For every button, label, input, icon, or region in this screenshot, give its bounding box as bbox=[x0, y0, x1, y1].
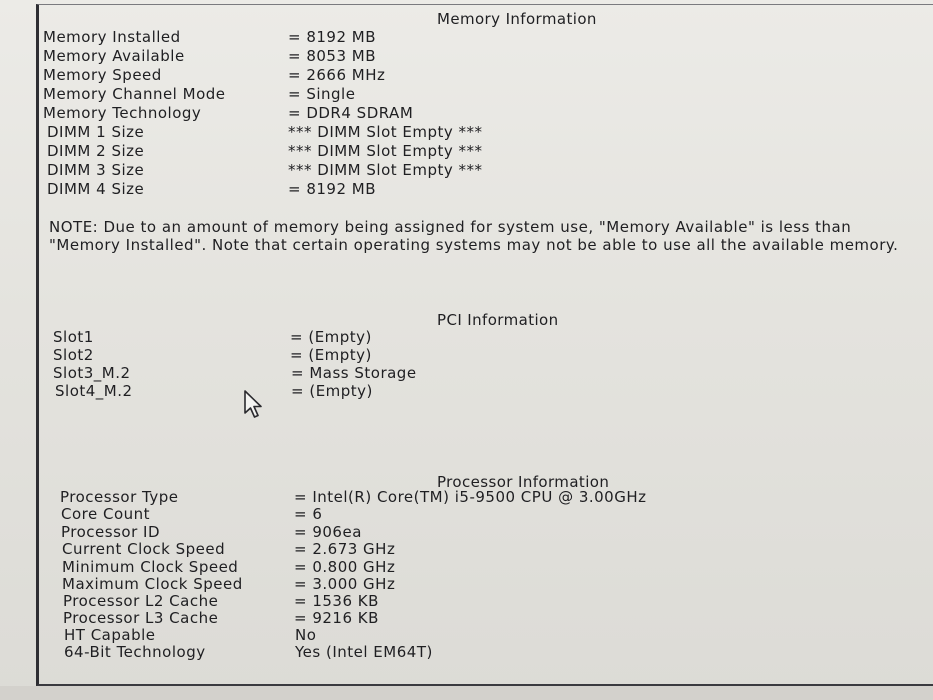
memory-row-label: Memory Technology bbox=[43, 104, 202, 122]
memory-row-label: DIMM 2 Size bbox=[47, 142, 145, 160]
pci-row-value: = (Empty) bbox=[291, 382, 373, 400]
pci-row-value: = (Empty) bbox=[290, 328, 372, 346]
memory-row-label: Memory Channel Mode bbox=[43, 85, 226, 103]
pci-row-label: Slot4_M.2 bbox=[55, 382, 133, 400]
pci-section-title: PCI Information bbox=[437, 311, 559, 329]
memory-row-value: = DDR4 SDRAM bbox=[288, 104, 414, 122]
processor-row-value: No bbox=[295, 626, 317, 644]
pci-row-label: Slot3_M.2 bbox=[53, 364, 131, 382]
processor-row-label: Processor L2 Cache bbox=[63, 592, 219, 610]
processor-row-label: Processor ID bbox=[61, 523, 160, 541]
processor-row-value: = 1536 KB bbox=[294, 592, 379, 610]
memory-row-value: = 8192 MB bbox=[288, 28, 377, 46]
pci-row-label: Slot2 bbox=[53, 346, 94, 364]
processor-row-label: 64-Bit Technology bbox=[64, 643, 206, 661]
memory-row-label: DIMM 3 Size bbox=[47, 161, 145, 179]
memory-row-label: DIMM 4 Size bbox=[47, 180, 145, 198]
memory-section-title: Memory Information bbox=[437, 10, 597, 28]
memory-row-value: *** DIMM Slot Empty *** bbox=[288, 142, 483, 160]
screen-bottom-edge bbox=[0, 686, 933, 700]
processor-row-value: = Intel(R) Core(TM) i5-9500 CPU @ 3.00GHz bbox=[294, 488, 647, 506]
pci-row-value: = Mass Storage bbox=[291, 364, 417, 382]
memory-row-value: *** DIMM Slot Empty *** bbox=[288, 161, 483, 179]
processor-row-label: Maximum Clock Speed bbox=[62, 575, 243, 593]
processor-row-label: HT Capable bbox=[64, 626, 156, 644]
processor-row-value: = 3.000 GHz bbox=[294, 575, 396, 593]
memory-note: NOTE: Due to an amount of memory being assigned for system use, "Memory Available" is less than "Memory Installed". Note that certain operating systems may not be able to use all the available memory. bbox=[49, 218, 899, 254]
pci-row-value: = (Empty) bbox=[290, 346, 372, 364]
memory-row-label: DIMM 1 Size bbox=[47, 123, 145, 141]
memory-row-value: *** DIMM Slot Empty *** bbox=[288, 123, 483, 141]
memory-row-value: = 8192 MB bbox=[288, 180, 377, 198]
processor-section-title: Processor Information bbox=[437, 473, 610, 491]
mouse-pointer-icon bbox=[243, 390, 265, 420]
processor-row-label: Processor Type bbox=[60, 488, 179, 506]
processor-row-label: Minimum Clock Speed bbox=[62, 558, 239, 576]
processor-row-value: = 0.800 GHz bbox=[294, 558, 396, 576]
processor-row-label: Processor L3 Cache bbox=[63, 609, 219, 627]
processor-row-value: = 6 bbox=[294, 505, 323, 523]
processor-row-value: Yes (Intel EM64T) bbox=[295, 643, 433, 661]
processor-row-value: = 2.673 GHz bbox=[294, 540, 396, 558]
processor-row-value: = 906ea bbox=[294, 523, 362, 541]
processor-row-label: Current Clock Speed bbox=[62, 540, 226, 558]
memory-row-value: = 8053 MB bbox=[288, 47, 377, 65]
memory-row-label: Memory Installed bbox=[43, 28, 181, 46]
pci-row-label: Slot1 bbox=[53, 328, 94, 346]
memory-row-label: Memory Available bbox=[43, 47, 185, 65]
processor-row-value: = 9216 KB bbox=[294, 609, 379, 627]
memory-row-value: = Single bbox=[288, 85, 356, 103]
memory-row-label: Memory Speed bbox=[43, 66, 162, 84]
memory-row-value: = 2666 MHz bbox=[288, 66, 386, 84]
processor-row-label: Core Count bbox=[61, 505, 151, 523]
